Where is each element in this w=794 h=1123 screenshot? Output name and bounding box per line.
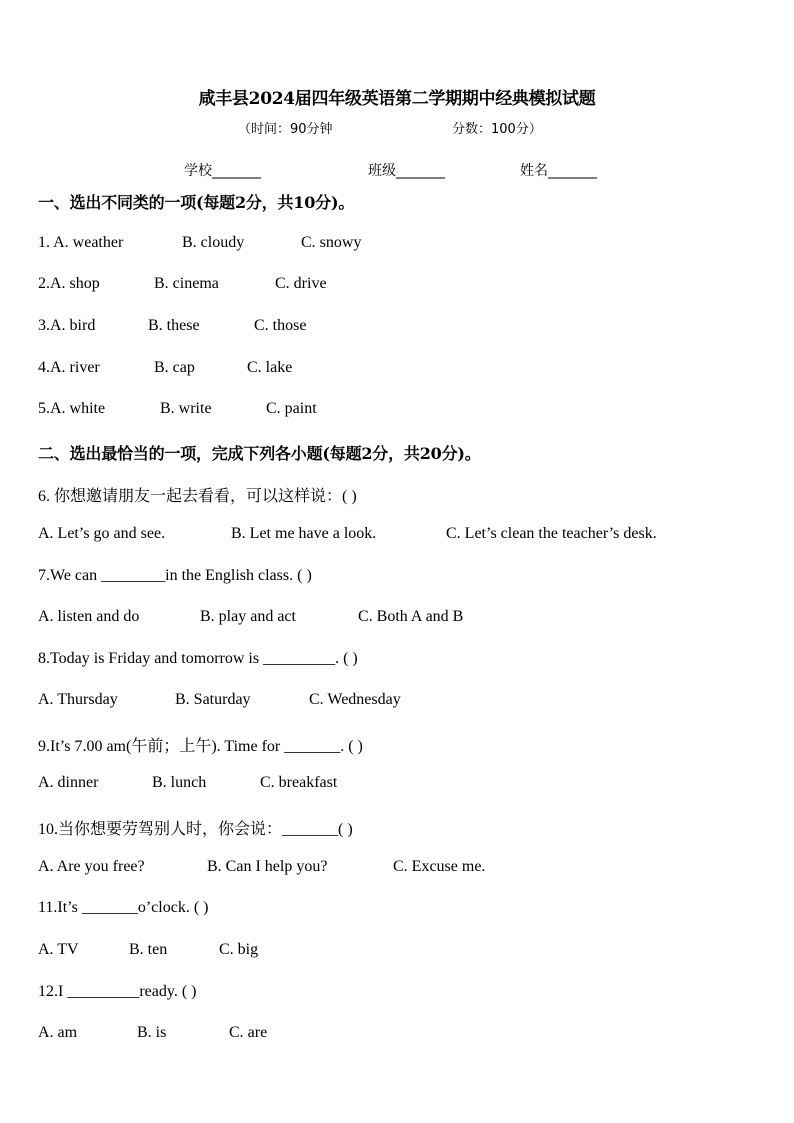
option-b: B. cinema	[154, 275, 219, 292]
option-c: C. breakfast	[260, 774, 338, 791]
question-text: 7.We can ________in the English class. ( )	[38, 567, 312, 584]
question-row	[38, 400, 317, 418]
option-c: C. drive	[275, 275, 327, 292]
question-options	[38, 941, 258, 959]
option-a: A. Thursday	[38, 691, 118, 708]
option-c: C. Both A and B	[358, 608, 464, 625]
option-b: B. cloudy	[182, 234, 245, 251]
question-text: 9.It’s 7.00 am(午前；上午). Time for _______. ( )	[38, 738, 363, 755]
option-a: 2.A. shop	[38, 275, 100, 292]
question-row	[38, 275, 327, 293]
option-b: B. these	[148, 317, 200, 334]
exam-time: （时间：90分钟	[238, 122, 333, 137]
option-c: C. snowy	[301, 234, 362, 251]
question-options	[38, 525, 657, 543]
option-c: C. big	[219, 941, 259, 958]
option-b: B. Can I help you?	[207, 858, 328, 875]
section-heading: 二、选出最恰当的一项，完成下列各小题(每题2分，共20分)。	[38, 444, 481, 463]
option-c: C. are	[229, 1024, 268, 1041]
option-b: B. write	[160, 400, 212, 417]
option-b: B. Saturday	[175, 691, 251, 708]
question-row	[38, 317, 306, 335]
option-a: A. listen and do	[38, 608, 140, 625]
question-text: 6. 你想邀请朋友一起去看看，可以这样说：( )	[38, 488, 357, 505]
option-c: C. lake	[247, 359, 293, 376]
option-a: 1. A. weather	[38, 234, 124, 251]
question-text: 12.I _________ready. ( )	[38, 983, 197, 1000]
option-c: C. Let’s clean the teacher’s desk.	[446, 525, 657, 542]
school-field: 学校_______	[184, 163, 261, 179]
question-row	[38, 359, 292, 377]
option-b: B. Let me have a look.	[231, 525, 377, 542]
question-text: 10.当你想要劳驾别人时，你会说：_______( )	[38, 821, 353, 838]
option-a: A. dinner	[38, 774, 99, 791]
option-b: B. is	[137, 1024, 167, 1041]
question-options	[38, 691, 401, 709]
option-b: B. lunch	[152, 774, 207, 791]
name-field: 姓名_______	[520, 163, 597, 179]
question-options	[38, 608, 463, 626]
option-c: C. paint	[266, 400, 317, 417]
class-field: 班级_______	[368, 163, 445, 179]
option-a: A. am	[38, 1024, 78, 1041]
exam-score: 分数：100分）	[452, 122, 542, 137]
exam-title: 咸丰县2024届四年级英语第二学期期中经典模拟试题	[198, 89, 596, 109]
question-options	[38, 1024, 267, 1042]
option-b: B. cap	[154, 359, 195, 376]
option-c: C. Wednesday	[309, 691, 401, 708]
option-c: C. Excuse me.	[393, 858, 486, 875]
question-options	[38, 858, 485, 876]
option-b: B. ten	[129, 941, 168, 958]
option-c: C. those	[254, 317, 307, 334]
question-options	[38, 774, 337, 792]
question-row	[38, 234, 361, 252]
option-a: A. Are you free?	[38, 858, 145, 875]
option-a: A. Let’s go and see.	[38, 525, 166, 542]
option-a: 4.A. river	[38, 359, 100, 376]
option-a: A. TV	[38, 941, 79, 958]
section-heading: 一、选出不同类的一项(每题2分，共10分)。	[38, 193, 355, 212]
question-text: 11.It’s _______o’clock. ( )	[38, 899, 209, 916]
question-text: 8.Today is Friday and tomorrow is _________. ( )	[38, 650, 358, 667]
option-a: 3.A. bird	[38, 317, 96, 334]
option-b: B. play and act	[200, 608, 296, 625]
option-a: 5.A. white	[38, 400, 106, 417]
